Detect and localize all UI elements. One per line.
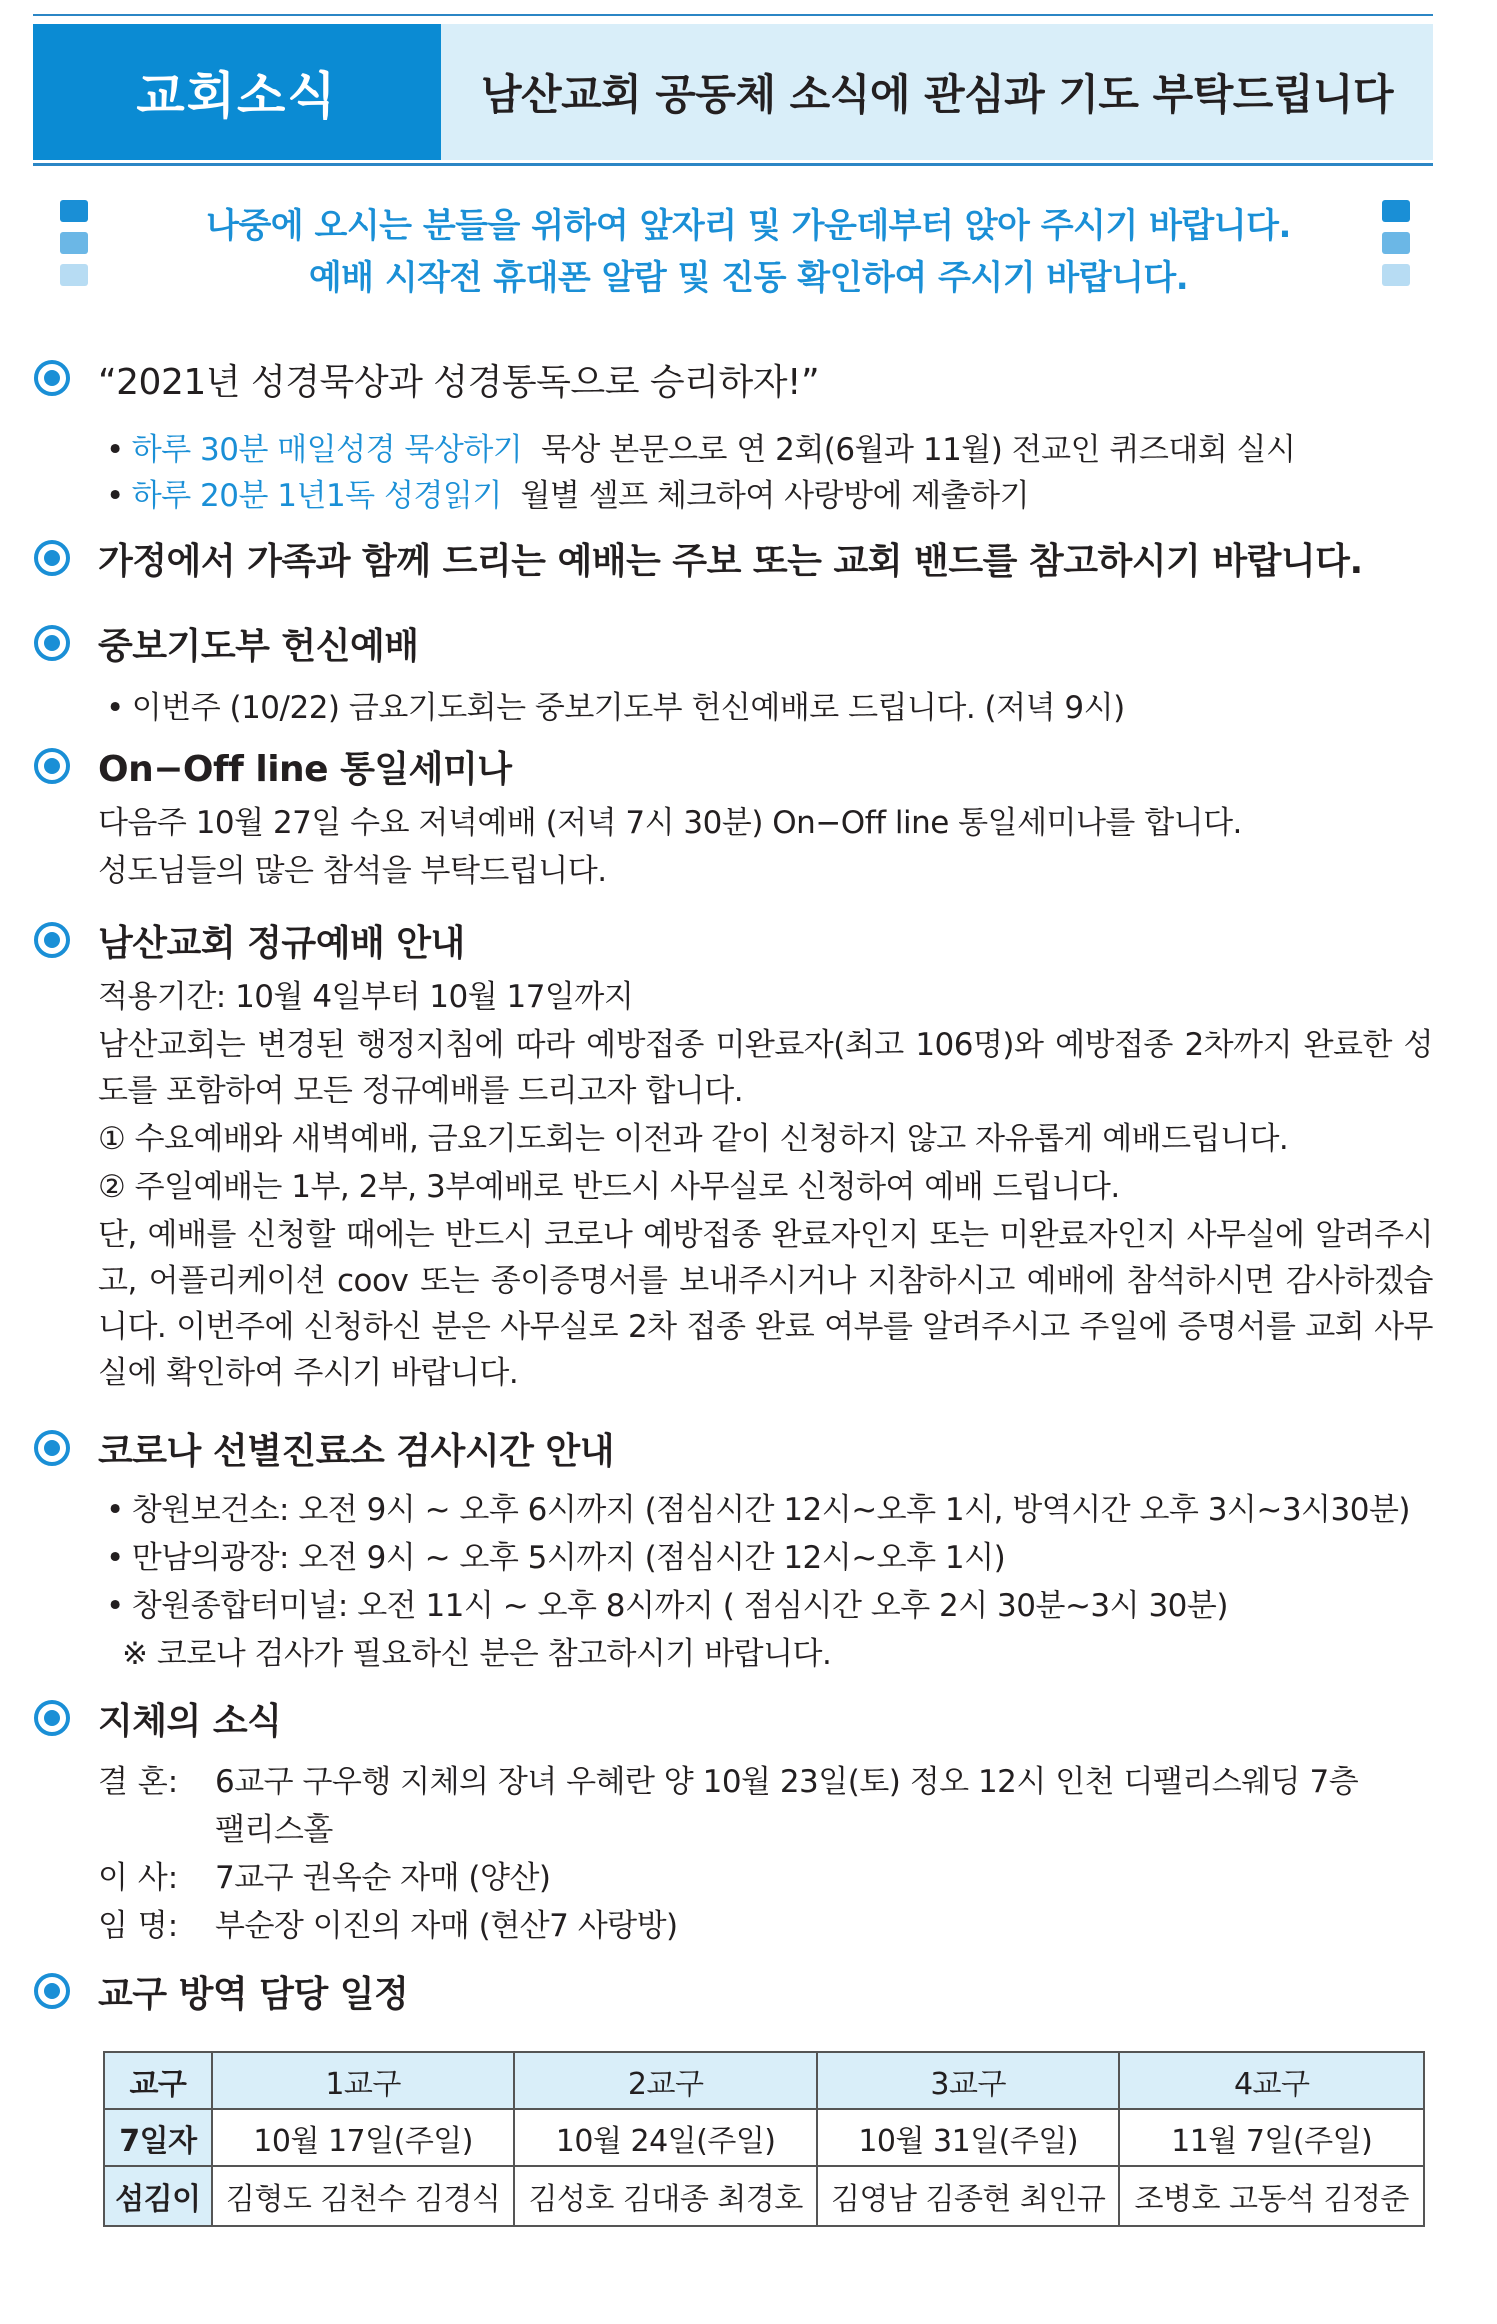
covid-note: ※ 코로나 검사가 필요하신 분은 참고하시기 바랍니다.	[122, 1636, 832, 1672]
list-item: • 하루 30분 매일성경 묵상하기 묵상 본문으로 연 2회(6월과 11월) 전교인 퀴즈대회 실시	[106, 432, 1296, 468]
table-row-header: 7일자	[104, 2109, 212, 2166]
table-cell: 10월 17일(주일)	[212, 2109, 515, 2166]
table-header-cell: 1교구	[212, 2052, 515, 2109]
member-news-value: 6교구 구우행 지체의 장녀 우혜란 양 10월 23일(토) 정오 12시 인천 디팰리스웨딩 7층	[215, 1764, 1359, 1800]
list-item-text: 묵상 본문으로 연 2회(6월과 11월) 전교인 퀴즈대회 실시	[540, 432, 1296, 468]
worship-item-2: ② 주일예배는 1부, 2부, 3부예배로 반드시 사무실로 신청하여 예배 드립니다.	[98, 1169, 1120, 1205]
list-item-text: 창원종합터미널: 오전 11시 ~ 오후 8시까지 ( 점심시간 오후 2시 30분~3시 30분)	[131, 1588, 1228, 1624]
header-subtitle-box	[441, 24, 1433, 160]
section-title-schedule: 교구 방역 담당 일정	[98, 1974, 409, 2015]
table-header-cell: 2교구	[514, 2052, 817, 2109]
notice-line-1: 나중에 오시는 분들을 위하여 앞자리 및 가운데부터 앉아 주시기 바랍니다.	[206, 206, 1291, 246]
table-header-row	[104, 2052, 1424, 2109]
bullet-circle-icon	[34, 360, 70, 396]
bullet-circle-icon	[34, 540, 70, 576]
notice-box	[110, 200, 1387, 304]
table-row	[104, 2109, 1424, 2166]
list-item: • 만남의광장: 오전 9시 ~ 오후 5시까지 (점심시간 12시~오후 1시)	[106, 1540, 1006, 1576]
table-cell: 김성호 김대종 최경호	[514, 2166, 817, 2226]
worship-paragraph-1: 남산교회는 변경된 행정지침에 따라 예방접종 미완료자(최고 106명)와 예방접종 2차까지 완료한 성도를 포함하여 모든 정규예배를 드리고자 합니다.	[98, 1027, 1433, 1109]
list-item: • 창원보건소: 오전 9시 ~ 오후 6시까지 (점심시간 12시~오후 1시, 방역시간 오후 3시~3시30분)	[106, 1492, 1410, 1528]
table-cell: 10월 31일(주일)	[817, 2109, 1120, 2166]
table-row-header: 섬김이	[104, 2166, 212, 2226]
worship-item-1: ① 수요예배와 새벽예배, 금요기도회는 이전과 같이 신청하지 않고 자유롭게 예배드립니다.	[98, 1121, 1289, 1157]
bullet-circle-icon	[34, 1973, 70, 2009]
bullet-circle-icon	[34, 922, 70, 958]
section-title-regular-worship: 남산교회 정규예배 안내	[98, 923, 465, 964]
member-news-label: 이 사:	[98, 1860, 179, 1896]
notice-line-2: 예배 시작전 휴대폰 알람 및 진동 확인하여 주시기 바랍니다.	[308, 258, 1189, 298]
member-news-label: 결 혼:	[98, 1764, 179, 1800]
bullet-circle-icon	[34, 1700, 70, 1736]
page-title: 교회소식	[136, 67, 338, 125]
table-cell: 김형도 김천수 김경식	[212, 2166, 515, 2226]
list-item: • 하루 20분 1년1독 성경읽기 월별 셀프 체크하여 사랑방에 제출하기	[106, 478, 1030, 514]
table-header-cell: 3교구	[817, 2052, 1120, 2109]
member-news-value: 부순장 이진의 자매 (현산7 사랑방)	[215, 1908, 678, 1944]
decor-squares-left	[60, 200, 88, 296]
section-title-members: 지체의 소식	[98, 1701, 282, 1742]
section-title-family-worship: 가정에서 가족과 함께 드리는 예배는 주보 또는 교회 밴드를 참고하시기 바랍니다.	[98, 541, 1363, 582]
list-item-highlight: 하루 20분 1년1독 성경읽기	[131, 478, 502, 514]
section-title-motto: “2021년 성경묵상과 성경통독으로 승리하자!”	[98, 362, 820, 403]
table-header-cell: 교구	[104, 2052, 212, 2109]
page-subtitle: 남산교회 공동체 소식에 관심과 기도 부탁드립니다	[480, 70, 1394, 119]
schedule-table	[103, 2051, 1425, 2227]
worship-period: 적용기간: 10월 4일부터 10월 17일까지	[98, 979, 634, 1015]
list-item-text: 창원보건소: 오전 9시 ~ 오후 6시까지 (점심시간 12시~오후 1시, 방역시간 오후 3시~3시30분)	[131, 1492, 1410, 1528]
bullet-circle-icon	[34, 1430, 70, 1466]
list-item-text: 이번주 (10/22) 금요기도회는 중보기도부 헌신예배로 드립니다. (저녁 9시)	[131, 690, 1125, 726]
section-title-covid: 코로나 선별진료소 검사시간 안내	[98, 1431, 614, 1472]
list-item-text: 만남의광장: 오전 9시 ~ 오후 5시까지 (점심시간 12시~오후 1시)	[131, 1540, 1006, 1576]
section-title-intercession: 중보기도부 헌신예배	[98, 626, 419, 667]
list-item-highlight: 하루 30분 매일성경 묵상하기	[131, 432, 523, 468]
member-news-label: 임 명:	[98, 1908, 179, 1944]
member-news-value: 7교구 권옥순 자매 (양산)	[215, 1860, 551, 1896]
table-header-cell: 4교구	[1119, 2052, 1424, 2109]
worship-paragraph-2: 단, 예배를 신청할 때에는 반드시 코로나 예방접종 완료자인지 또는 미완료자인지 사무실에 알려주시고, 어플리케이션 coov 또는 종이증명서를 보내주시거나 지참하시고 예배에 참석하시면 감사하겠습니다. 이번주에 신청하신 분은 사무실로 2차 접종 완료 여부를 알려주시고 주일에 증명서를 교회 사무실에 확인하여 주시기 바랍니다.	[98, 1217, 1433, 1391]
section-title-seminar: On−Off line 통일세미나	[98, 749, 512, 790]
header-title-box	[33, 24, 441, 160]
list-item-text: 월별 셀프 체크하여 사랑방에 제출하기	[520, 478, 1030, 514]
member-news-value-cont: 팰리스홀	[215, 1812, 333, 1848]
table-row	[104, 2166, 1424, 2226]
header-bottom-rule	[33, 163, 1433, 166]
table-cell: 김영남 김종현 최인규	[817, 2166, 1120, 2226]
bullet-circle-icon	[34, 625, 70, 661]
list-item: • 이번주 (10/22) 금요기도회는 중보기도부 헌신예배로 드립니다. (저녁 9시)	[106, 690, 1125, 726]
header-top-rule	[33, 14, 1433, 16]
seminar-line-1: 다음주 10월 27일 수요 저녁예배 (저녁 7시 30분) On−Off line 통일세미나를 합니다.	[98, 805, 1242, 841]
table-cell: 11월 7일(주일)	[1119, 2109, 1424, 2166]
page-header	[33, 24, 1433, 160]
table-cell: 조병호 고동석 김정준	[1119, 2166, 1424, 2226]
table-cell: 10월 24일(주일)	[514, 2109, 817, 2166]
seminar-line-2: 성도님들의 많은 참석을 부탁드립니다.	[98, 853, 607, 889]
list-item: • 창원종합터미널: 오전 11시 ~ 오후 8시까지 ( 점심시간 오후 2시 30분~3시 30분)	[106, 1588, 1228, 1624]
bullet-circle-icon	[34, 748, 70, 784]
